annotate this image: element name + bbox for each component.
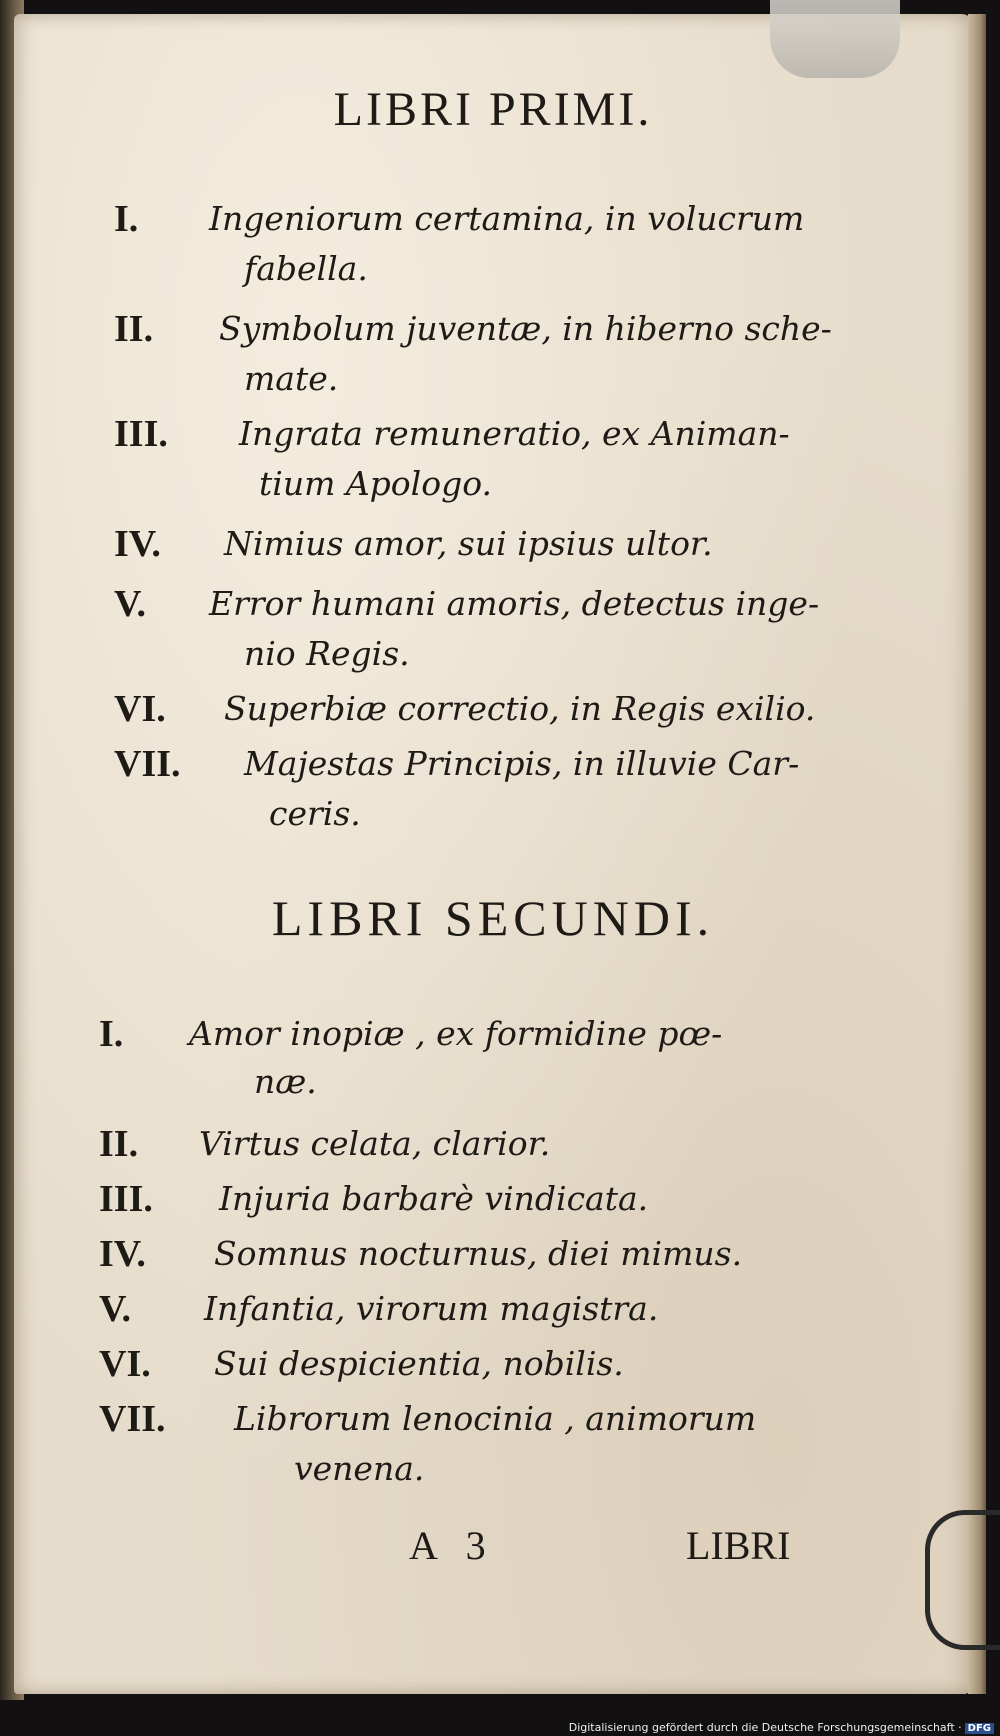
entry-numeral: IV. xyxy=(114,523,161,565)
entry-numeral: I. xyxy=(99,1013,124,1055)
entry-text: Virtus celata, clarior. xyxy=(199,1124,551,1163)
entry-text: Error humani amoris, detectus inge- xyxy=(209,584,820,623)
toc-entry xyxy=(14,1339,972,1389)
plastic-clip-bottom xyxy=(925,1510,1000,1650)
entry-text: Librorum lenocinia , animorum xyxy=(234,1399,757,1438)
entry-numeral: II. xyxy=(99,1123,139,1165)
toc-entry xyxy=(14,304,972,404)
toc-entry xyxy=(14,194,972,294)
entry-text: Symbolum juventæ, in hiberno sche- xyxy=(219,309,832,348)
entry-numeral: I. xyxy=(114,198,139,240)
entry-text: Amor inopiæ , ex formidine pœ- xyxy=(189,1014,723,1053)
entry-numeral: VII. xyxy=(114,743,181,785)
entry-numeral: V. xyxy=(114,583,147,625)
entry-text: Sui despicientia, nobilis. xyxy=(214,1344,624,1383)
entry-numeral: III. xyxy=(114,413,168,455)
entry-text: Nimius amor, sui ipsius ultor. xyxy=(224,524,713,563)
page-edge-right xyxy=(968,14,986,1694)
credit-text: Digitalisierung gefördert durch die Deutsche Forschungsgemeinschaft · xyxy=(568,1721,962,1734)
entry-numeral: II. xyxy=(114,308,154,350)
section-heading-book-2: LIBRI SECUNDI. xyxy=(271,890,715,946)
entry-text-continued: næ. xyxy=(254,1062,317,1101)
entry-text: Majestas Principis, in illuvie Car- xyxy=(244,744,800,783)
entry-numeral: VII. xyxy=(99,1398,166,1440)
entry-text-continued: mate. xyxy=(244,359,339,398)
entry-text: Injuria barbarè vindicata. xyxy=(219,1179,649,1218)
toc-entry xyxy=(14,579,972,679)
entry-numeral: V. xyxy=(99,1288,132,1330)
plastic-clip-top xyxy=(770,0,900,78)
toc-entry xyxy=(14,1394,972,1494)
book-page xyxy=(14,14,972,1694)
digitization-credit xyxy=(569,1721,994,1734)
toc-entry xyxy=(14,739,972,839)
signature-mark: A 3 xyxy=(409,1523,496,1568)
toc-entry xyxy=(14,1229,972,1279)
entry-text: Ingeniorum certamina, in volucrum xyxy=(209,199,805,238)
entry-numeral: III. xyxy=(99,1178,153,1220)
toc-entry xyxy=(14,519,972,569)
toc-entry xyxy=(14,684,972,734)
section-heading-book-1: LIBRI PRIMI. xyxy=(333,83,653,136)
entry-text: Ingrata remuneratio, ex Animan- xyxy=(239,414,790,453)
entry-text-continued: venena. xyxy=(294,1449,425,1488)
entry-text: Superbiæ correctio, in Regis exilio. xyxy=(224,689,816,728)
entry-text-continued: tium Apologo. xyxy=(259,464,492,503)
entry-numeral: VI. xyxy=(114,688,166,730)
entry-text: Somnus nocturnus, diei mimus. xyxy=(214,1234,743,1273)
entry-text: Infantia, virorum magistra. xyxy=(204,1289,659,1328)
catchword: LIBRI xyxy=(686,1523,791,1568)
toc-entry xyxy=(14,1009,972,1109)
toc-entry xyxy=(14,1119,972,1169)
dfg-logo: DFG xyxy=(965,1723,994,1734)
entry-text-continued: nio Regis. xyxy=(244,634,410,673)
toc-entry xyxy=(14,1174,972,1224)
entry-numeral: IV. xyxy=(99,1233,146,1275)
toc-entry xyxy=(14,409,972,509)
toc-entry xyxy=(14,1284,972,1334)
entry-text-continued: fabella. xyxy=(244,249,368,288)
entry-text-continued: ceris. xyxy=(269,794,361,833)
entry-numeral: VI. xyxy=(99,1343,151,1385)
